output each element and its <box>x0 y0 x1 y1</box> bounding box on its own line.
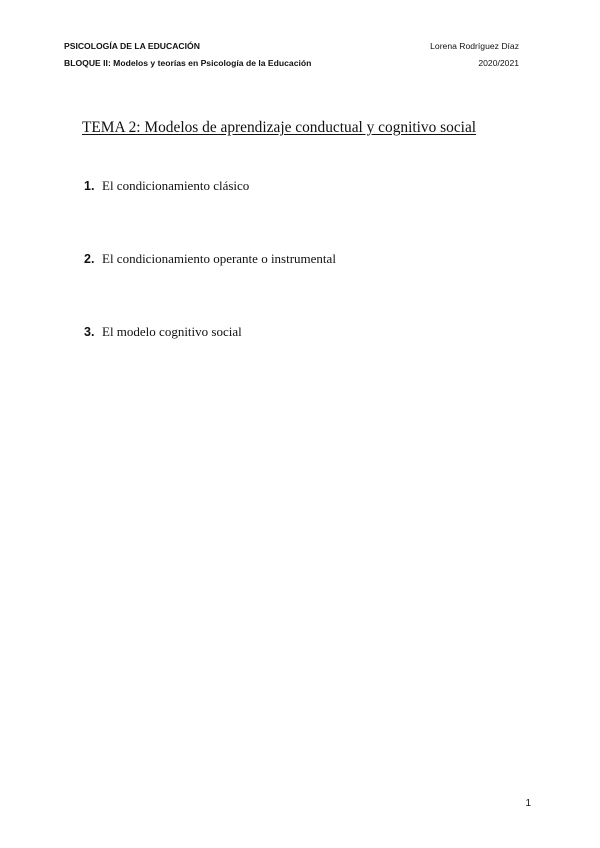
page-number: 1 <box>525 798 531 809</box>
block-prefix: BLOQUE II <box>64 58 108 68</box>
list-item-number: 1. <box>84 179 95 193</box>
document-title: TEMA 2: Modelos de aprendizaje conductual y cognitivo social <box>82 119 477 136</box>
block-subtitle: : Modelos y teorías en Psicología de la Educación <box>107 58 312 68</box>
page-header <box>64 38 519 72</box>
list-item-number: 2. <box>84 252 95 266</box>
list-item <box>84 178 249 194</box>
list-item <box>84 251 336 267</box>
list-item-number: 3. <box>84 325 95 339</box>
header-row-2 <box>64 55 519 72</box>
list-item-text: El condicionamiento operante o instrumental <box>102 251 336 266</box>
header-row-1 <box>64 38 519 55</box>
academic-year: 2020/2021 <box>478 58 519 68</box>
list-item-text: El condicionamiento clásico <box>102 178 250 193</box>
block-title <box>64 55 311 72</box>
list-item <box>84 324 242 340</box>
course-title: PSICOLOGÍA DE LA EDUCACIÓN <box>64 41 200 51</box>
author-name: Lorena Rodríguez Díaz <box>430 41 519 51</box>
list-item-text: El modelo cognitivo social <box>102 324 242 339</box>
